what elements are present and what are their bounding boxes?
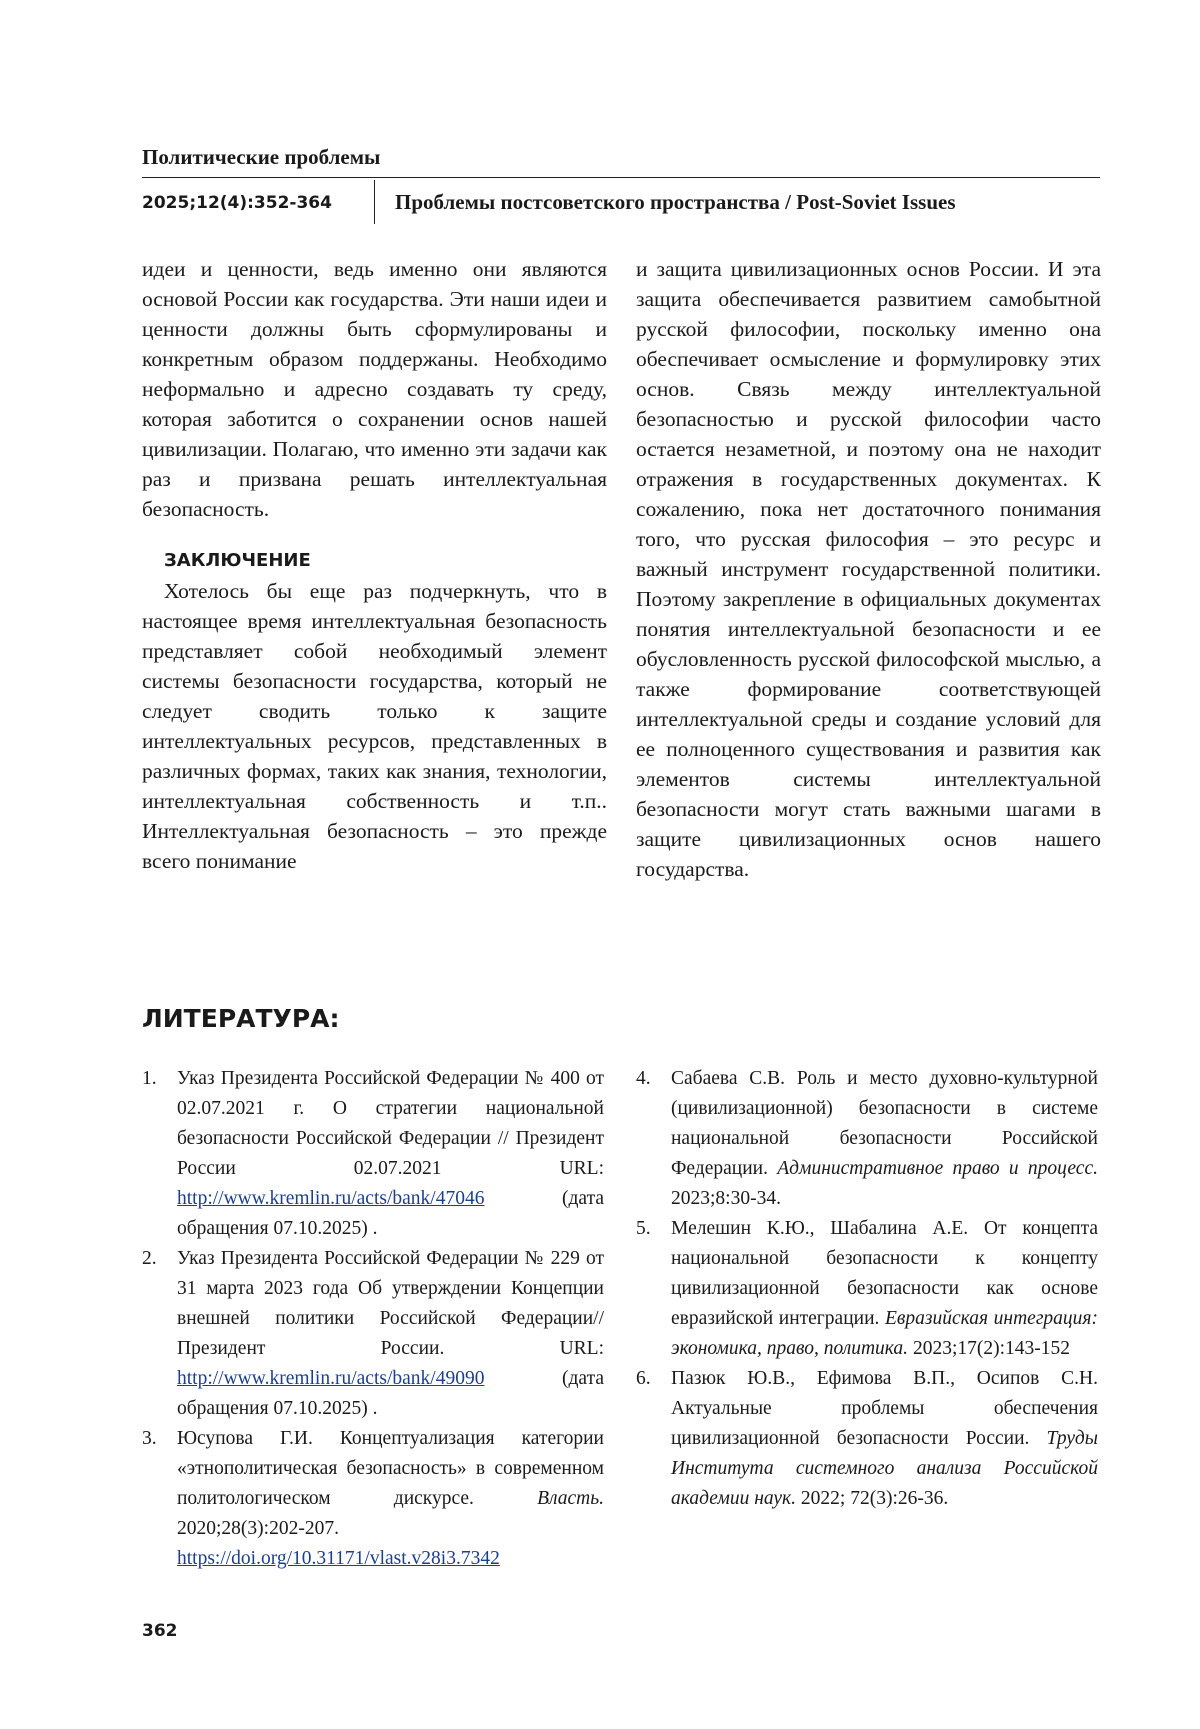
reference-source: Труды Института системного анализа Российской академии наук. [671,1428,1098,1509]
reference-source: Власть. [537,1488,604,1509]
references-list-left [142,1064,604,1574]
reference-number: 6. [636,1368,651,1389]
reference-text: Сабаева С.В. Роль и место духовно-культурной (цивилизационной) безопасности в системе национальной безопасности Российской Федерации. [671,1068,1098,1179]
reference-item [142,1064,604,1244]
right-paragraph-1: и защита цивилизационных основ России. И эта защита обеспечивается развитием самобытной русской философии, поскольку именно она обеспечивает осмысление и формулировку этих основ. Связь между интеллектуальной безопасностью и русской философии часто остается незаметной, и поэтому она не находит отражения в государственных документах. К сожалению, пока нет достаточного понимания того, что русская философия – это ресурс и важный инструмент государственной политики. Поэтому закрепление в официальных документах понятия интеллектуальной безопасности и ее обусловленность русской философской мыслью, а также формирование соответствующей интеллектуальной среды и создание условий для ее полноценного существования и развития как элементов системы интеллектуальной безопасности могут стать важными шагами в защите цивилизационных основ нашего государства. [636,257,1101,881]
reference-tail: (дата обращения 07.10.2025) . [177,1188,604,1239]
reference-link[interactable]: https://doi.org/10.31171/vlast.v28i3.7342 [177,1548,500,1569]
reference-number: 5. [636,1218,651,1239]
citation: 2025;12(4):352-364 [142,193,332,213]
journal-title: Проблемы постсоветского пространства / Post-Soviet Issues [395,190,956,214]
left-paragraph-1: идеи и ценности, ведь именно они являются основой России как государства. Эти наши идеи и ценности должны быть сформулированы и конкретным образом поддержаны. Необходимо неформально и адресно создавать ту среду, которая заботится о сохранении основ нашей цивилизации. Полагаю, что именно эти задачи как раз и призвана решать интеллектуальная безопасность. [142,257,607,521]
header-divider [374,180,375,224]
reference-item [142,1424,604,1574]
section-title: Политические проблемы [142,145,381,169]
reference-link[interactable]: http://www.kremlin.ru/acts/bank/49090 [177,1368,485,1389]
reference-tail: 2020;28(3):202-207. [177,1518,339,1539]
header-rule [142,177,1100,178]
reference-text: Юсупова Г.И. Концептуализация категории «этнополитическая безопасность» в современном политологическом дискурсе. [177,1428,604,1509]
left-paragraph-2: Хотелось бы еще раз подчеркнуть, что в настоящее время интеллектуальная безопасность представляет собой необходимый элемент системы безопасности государства, который не следует сводить только к защите интеллектуальных ресурсов, представленных в различных формах, таких как знания, технологии, интеллектуальная собственность и т.п.. Интеллектуальная безопасность – это прежде всего понимание [142,579,607,873]
conclusion-heading: ЗАКЛЮЧЕНИЕ [164,550,311,571]
reference-tail: 2023;8:30-34. [671,1188,781,1209]
reference-text: Указ Президента Российской Федерации № 229 от 31 марта 2023 года Об утверждении Концепции внешней политики Российской Федерации// Президент России. URL: [177,1248,604,1359]
reference-item [636,1364,1098,1514]
reference-link[interactable]: http://www.kremlin.ru/acts/bank/47046 [177,1188,485,1209]
references-title: ЛИТЕРАТУРА: [142,1004,340,1033]
reference-text: Пазюк Ю.В., Ефимова В.П., Осипов С.Н. Актуальные проблемы обеспечения цивилизационной безопасности России. [671,1368,1098,1449]
reference-text: Мелешин К.Ю., Шабалина А.Е. От концепта национальной безопасности к концепту цивилизационной безопасности как основе евразийской интеграции. [671,1218,1098,1329]
reference-number: 1. [142,1068,157,1089]
reference-item [636,1214,1098,1364]
reference-source: Административное право и процесс. [777,1158,1098,1179]
right-column [636,254,1101,884]
reference-text: Указ Президента Российской Федерации № 400 от 02.07.2021 г. О стратегии национальной безопасности Российской Федерации // Президент России 02.07.2021 URL: [177,1068,604,1179]
reference-number: 4. [636,1068,651,1089]
left-column [142,254,607,876]
page-number: 362 [142,1621,178,1641]
reference-item [142,1244,604,1424]
reference-item [636,1064,1098,1214]
reference-tail: 2023;17(2):143-152 [908,1338,1071,1359]
references-list-right [636,1064,1098,1514]
reference-number: 2. [142,1248,157,1269]
reference-tail: (дата обращения 07.10.2025) . [177,1368,604,1419]
reference-number: 3. [142,1428,157,1449]
reference-tail: 2022; 72(3):26-36. [796,1488,949,1509]
reference-source: Евразийская интеграция: экономика, право, политика. [671,1308,1098,1359]
